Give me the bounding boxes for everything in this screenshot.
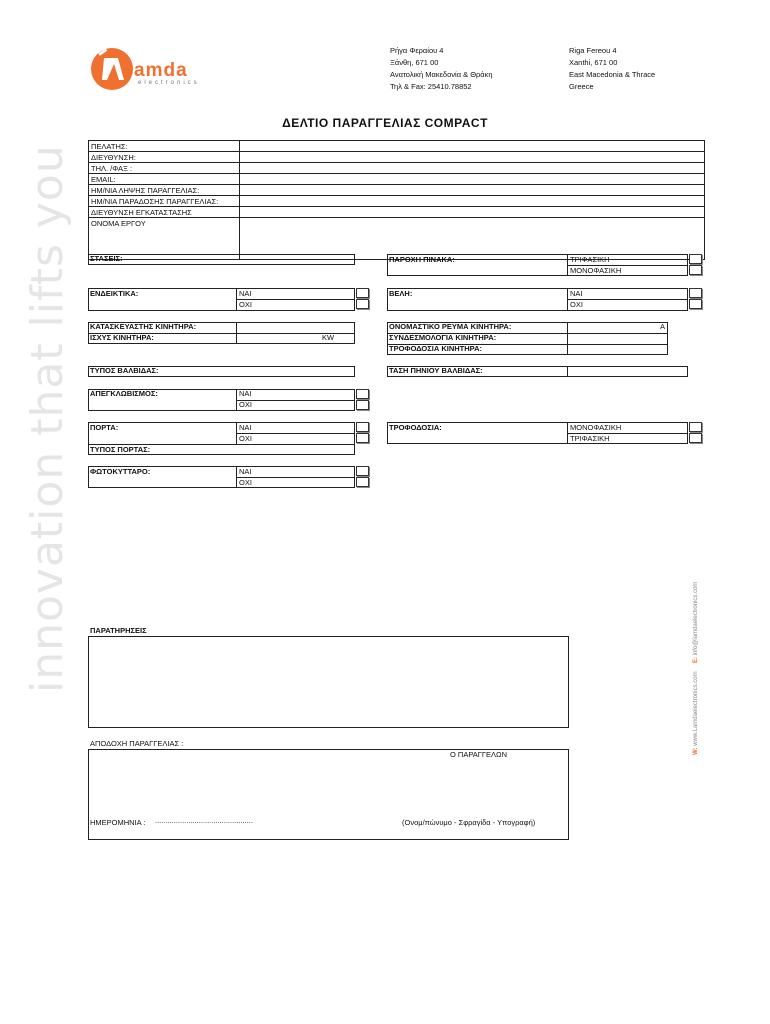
amp-unit: A	[660, 322, 666, 331]
arrows-hline	[567, 299, 688, 300]
arrows-label: ΒΕΛΗ:	[389, 289, 413, 298]
address-english	[569, 46, 655, 92]
door-type-label: ΤΥΠΟΣ ΠΟΡΤΑΣ:	[90, 445, 151, 454]
customer-row[interactable]	[89, 174, 704, 185]
supply-three-phase-label: ΤΡΙΦΑΣΙΚΗ	[570, 434, 610, 443]
customer-row[interactable]	[89, 185, 704, 196]
door-yes-label: ΝΑΙ	[239, 423, 252, 432]
panel-single-phase-checkbox[interactable]	[689, 265, 702, 275]
arrows-yes-label: ΝΑΙ	[570, 289, 583, 298]
door-no-label: ΟΧΙ	[239, 434, 252, 443]
photocell-no-checkbox[interactable]	[356, 477, 369, 487]
date-dots: ...............................................	[155, 816, 253, 825]
address-line: Ξάνθη, 671 00	[390, 58, 439, 67]
panel-supply-label: ΠΑΡΟΧΗ ΠΙΝΑΚΑ:	[389, 255, 455, 264]
side-slogan: innovation that lifts you	[22, 144, 73, 693]
indicators-yes-checkbox[interactable]	[356, 288, 369, 298]
photocell-label: ΦΩΤΟΚΥΤΤΑΡΟ:	[90, 467, 151, 476]
web-prefix: W:	[693, 747, 699, 755]
address-line: Greece	[569, 82, 594, 91]
customer-table	[88, 140, 705, 260]
motor-specs-vline	[567, 322, 568, 355]
customer-row[interactable]	[89, 152, 704, 163]
signature-hint: (Ονομ/πώνυμο - Σφραγίδα - Υπογραφή)	[402, 818, 536, 827]
address-line: Τηλ & Fax: 25410.78852	[390, 82, 472, 91]
customer-field-label: ΤΗΛ. /ΦΑΞ :	[91, 164, 133, 173]
side-contact	[693, 582, 699, 755]
address-line: East Macedonia & Thrace	[569, 70, 656, 79]
logo-mark-icon	[88, 46, 136, 92]
customer-row[interactable]	[89, 218, 704, 229]
rated-current-label: ΟΝΟΜΑΣΤΙΚΟ ΡΕΥΜΑ ΚΙΝΗΤΗΡΑ:	[389, 322, 512, 331]
photocell-yes-label: ΝΑΙ	[239, 467, 252, 476]
stops-label: ΣΤΑΣΕΙΣ:	[90, 254, 123, 263]
customer-field-label: ΗΜ/ΝΙΑ ΛΗΨΗΣ ΠΑΡΑΓΓΕΛΙΑΣ:	[91, 186, 200, 195]
unlocking-no-checkbox[interactable]	[356, 400, 369, 410]
acceptance-label: ΑΠΟΔΟΧΗ ΠΑΡΑΓΓΕΛΙΑΣ :	[90, 739, 184, 748]
customer-field-label: ΗΜ/ΝΙΑ ΠΑΡΑΔΟΣΗΣ ΠΑΡΑΓΓΕΛΙΑΣ:	[91, 197, 219, 206]
email: info@lamdaelectronics.com	[693, 581, 699, 656]
stops-field[interactable]	[88, 254, 355, 265]
indicators-no-checkbox[interactable]	[356, 299, 369, 309]
unlocking-yes-checkbox[interactable]	[356, 389, 369, 399]
door-hline	[236, 433, 355, 434]
door-yes-checkbox[interactable]	[356, 422, 369, 432]
motor-maker-label: ΚΑΤΑΣΚΕΥΑΣΤΗΣ ΚΙΝΗΤΗΡΑ:	[90, 322, 197, 331]
panel-three-phase-checkbox[interactable]	[689, 254, 702, 264]
address-line: Xanthi, 671 00	[569, 58, 618, 67]
email-prefix: E:	[693, 657, 699, 664]
unlocking-no-label: ΟΧΙ	[239, 400, 252, 409]
indicators-label: ΕΝΔΕΙΚΤΙΚΑ:	[90, 289, 139, 298]
address-line: Riga Fereou 4	[569, 46, 617, 55]
arrows-no-checkbox[interactable]	[689, 299, 702, 309]
door-label: ΠΟΡΤΑ:	[90, 423, 119, 432]
arrows-no-label: ΟΧΙ	[570, 300, 583, 309]
unlocking-yes-label: ΝΑΙ	[239, 389, 252, 398]
logo-sub: electronics	[138, 80, 200, 86]
supply-label: ΤΡΟΦΟΔΟΣΙΑ:	[389, 423, 442, 432]
photocell-hline	[236, 477, 355, 478]
remarks-box[interactable]	[88, 636, 569, 728]
photocell-yes-checkbox[interactable]	[356, 466, 369, 476]
indicators-hline	[236, 299, 355, 300]
door-no-checkbox[interactable]	[356, 433, 369, 443]
customer-field-label: ΔΙΕΥΘΥΝΣΗ:	[91, 153, 136, 162]
customer-field-label: ΠΕΛΑΤΗΣ:	[91, 142, 128, 151]
kw-unit: KW	[322, 333, 335, 342]
motor-supply-label: ΤΡΟΦΟΔΟΣΙΑ ΚΙΝΗΤΗΡΑ:	[389, 344, 483, 353]
website: www.Lamdaelectronics.com	[693, 671, 699, 746]
three-phase-label: ΤΡΙΦΑΣΙΚΗ	[570, 255, 610, 264]
coil-voltage-label: ΤΑΣΗ ΠΗΝΙΟΥ ΒΑΛΒΙΔΑΣ:	[389, 366, 483, 375]
indicators-no-label: ΟΧΙ	[239, 300, 252, 309]
address-line: Ρήγα Φεραίου 4	[390, 46, 444, 55]
customer-rows	[89, 141, 704, 229]
address-line: Ανατολική Μακεδονία & Θράκη	[390, 70, 493, 79]
logo	[88, 46, 208, 92]
indicators-yes-label: ΝΑΙ	[239, 289, 252, 298]
wiring-label: ΣΥΝΔΕΣΜΟΛΟΓΙΑ ΚΙΝΗΤΗΡΑ:	[389, 333, 497, 342]
unlocking-label: ΑΠΕΓΚΛΩΒΙΣΜΟΣ:	[90, 389, 158, 398]
customer-row[interactable]	[89, 196, 704, 207]
supply-three-phase-checkbox[interactable]	[689, 433, 702, 443]
arrows-yes-checkbox[interactable]	[689, 288, 702, 298]
motor-power-label: ΙΣΧΥΣ ΚΙΝΗΤΗΡΑ:	[90, 333, 154, 342]
single-phase-label: ΜΟΝΟΦΑΣΙΚΗ	[570, 266, 622, 275]
page-title: ΔΕΛΤΙΟ ΠΑΡΑΓΓΕΛΙΑΣ COMPACT	[282, 116, 488, 130]
customer-row[interactable]	[89, 163, 704, 174]
valve-type-label: ΤΥΠΟΣ ΒΑΛΒΙΔΑΣ:	[90, 366, 159, 375]
motor-vline	[236, 322, 237, 344]
orderer-label: Ο ΠΑΡΑΓΓΕΛΩΝ	[450, 750, 508, 759]
address-greek	[390, 46, 493, 92]
remarks-label: ΠΑΡΑΤΗΡΗΣΕΙΣ	[90, 626, 147, 635]
logo-brand: amda	[134, 60, 188, 81]
customer-field-label: ΟΝΟΜΑ ΕΡΓΟΥ	[91, 219, 146, 228]
photocell-no-label: ΟΧΙ	[239, 478, 252, 487]
customer-row[interactable]	[89, 207, 704, 218]
supply-single-phase-checkbox[interactable]	[689, 422, 702, 432]
customer-row[interactable]	[89, 141, 704, 152]
customer-field-label: ΔΙΕΥΘΥΝΣΗ ΕΓΚΑΤΑΣΤΑΣΗΣ	[91, 208, 192, 217]
supply-single-phase-label: ΜΟΝΟΦΑΣΙΚΗ	[570, 423, 622, 432]
customer-field-label: EMAIL:	[91, 175, 116, 184]
date-label: ΗΜΕΡΟΜΗΝΙΑ :	[90, 818, 146, 827]
unlocking-hline	[236, 400, 355, 401]
coil-voltage-vline	[567, 366, 568, 377]
